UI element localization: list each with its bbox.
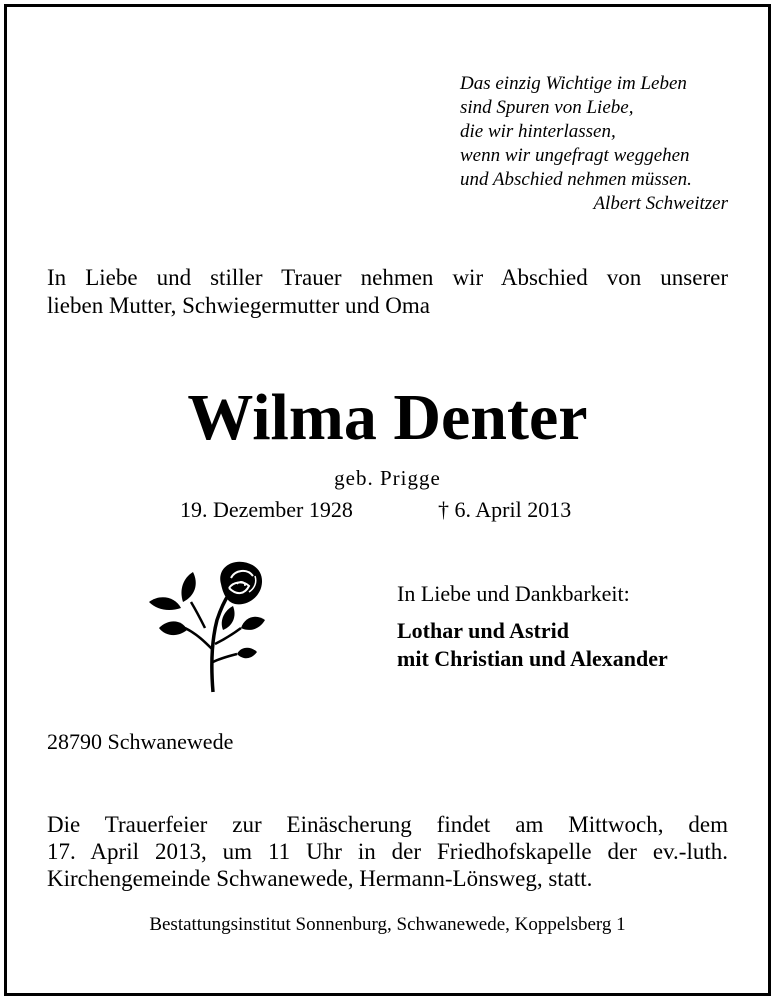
intro-text [47,264,728,320]
epigraph-quote [460,72,728,216]
maiden-name: geb. Prigge [334,466,441,490]
birth-date: 19. Dezember 1928 [180,497,353,522]
rose-icon [145,558,270,696]
gratitude-line: In Liebe und Dankbarkeit: [397,581,630,606]
family-name-line: mit Christian und Alexander [397,646,668,671]
death-date: † 6. April 2013 [438,497,572,522]
family-names [397,617,668,673]
ceremony-line: Kirchengemeinde Schwanewede, Hermann-Lönsweg, statt. [47,866,593,891]
undertaker-info: Bestattungsinstitut Sonnenburg, Schwanewede, Koppelsberg 1 [149,914,626,935]
family-name-line: Lothar und Astrid [397,618,569,643]
quote-line: die wir hinterlassen, [460,121,616,142]
quote-line: sind Spuren von Liebe, [460,97,634,118]
ceremony-line: 17. April 2013, um 11 Uhr in der Friedhofskapelle der ev.-luth. [47,839,728,864]
intro-line: In Liebe und stiller Trauer nehmen wir Abschied von unserer [47,265,728,290]
ceremony-line: Die Trauerfeier zur Einäscherung findet am Mittwoch, dem [47,812,728,837]
deceased-name: Wilma Denter [187,381,588,454]
intro-line: lieben Mutter, Schwiegermutter und Oma [47,293,430,318]
ceremony-text [47,811,728,892]
quote-line: Das einzig Wichtige im Leben [460,73,687,94]
quote-line: und Abschied nehmen müssen. [460,169,692,190]
quote-author: Albert Schweitzer [593,193,728,214]
quote-line: wenn wir ungefragt weggehen [460,145,690,166]
place-of-residence: 28790 Schwanewede [47,729,234,754]
